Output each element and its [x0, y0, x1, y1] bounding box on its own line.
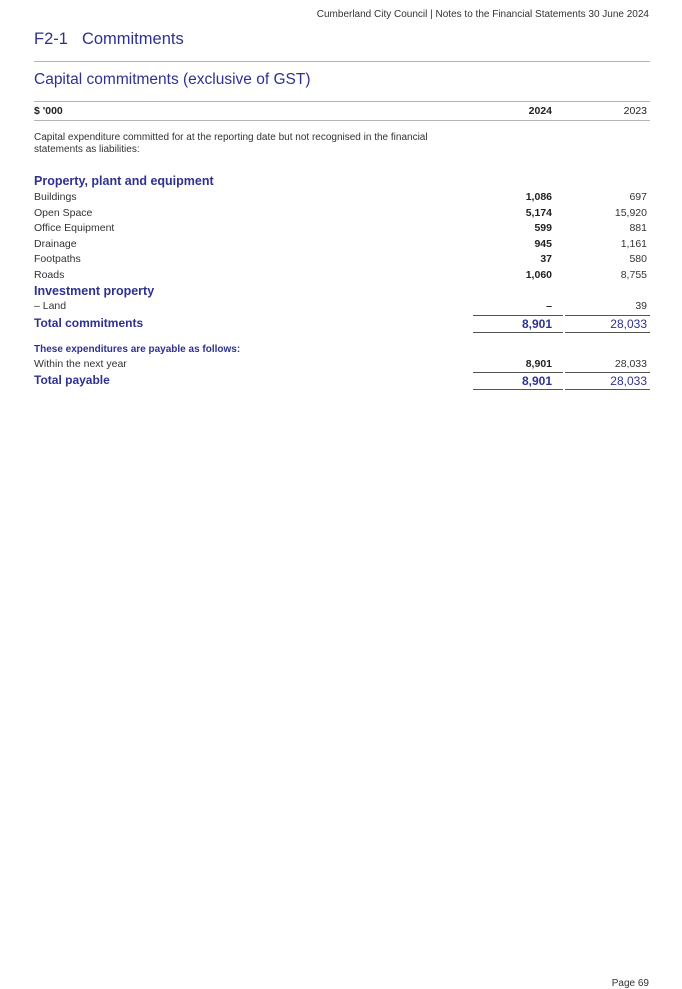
ppe-2024: 5,174	[525, 206, 552, 219]
payable-heading: These expenditures are payable as follows:	[34, 344, 241, 355]
col-header-2023: 2023	[623, 105, 647, 117]
section-title	[34, 30, 184, 49]
subsection-title: Capital commitments (exclusive of GST)	[34, 71, 311, 88]
page-number: Page 69	[611, 978, 649, 989]
column-header-row	[34, 101, 650, 121]
ppe-heading: Property, plant and equipment	[34, 174, 214, 188]
section-divider	[34, 61, 650, 62]
ppe-label: Open Space	[34, 206, 93, 219]
ppe-2023: 580	[629, 253, 647, 265]
col-header-2024: 2024	[528, 105, 552, 117]
ppe-row	[34, 253, 650, 268]
section-title-text: Commitments	[81, 30, 184, 48]
ppe-label: Drainage	[34, 237, 77, 250]
investment-property-row	[34, 300, 650, 315]
payable-2024: 8,901	[525, 358, 552, 370]
ppe-2023: 697	[629, 191, 647, 203]
investment-property-heading: Investment property	[34, 284, 155, 298]
ppe-label: Buildings	[34, 191, 77, 203]
total-commitments-label: Total commitments	[34, 316, 144, 330]
ppe-2023: 15,920	[614, 206, 647, 219]
total-commitments-2024-value: 8,901	[521, 317, 552, 331]
ppe-row	[34, 269, 650, 284]
ppe-2023: 1,161	[620, 237, 647, 250]
running-header: Cumberland City Council | Notes to the Financial Statements 30 June 2024	[316, 9, 649, 20]
investment-property-2023: 39	[635, 300, 647, 312]
section-number: F2-1	[34, 30, 68, 48]
total-payable-2024-value: 8,901	[521, 374, 552, 388]
total-commitments-2023	[565, 315, 650, 333]
ppe-2024: 1,086	[525, 191, 552, 203]
ppe-2023: 8,755	[620, 268, 647, 281]
total-payable-2023	[565, 372, 650, 390]
ppe-2023: 881	[629, 222, 647, 234]
investment-property-2024: –	[546, 300, 552, 312]
ppe-row	[34, 238, 650, 253]
ppe-label: Footpaths	[34, 253, 81, 265]
ppe-2024: 37	[540, 253, 552, 265]
total-payable-2024	[473, 372, 563, 390]
payable-row	[34, 358, 650, 373]
ppe-row	[34, 191, 650, 206]
total-commitments-row	[34, 315, 650, 333]
ppe-row	[34, 222, 650, 237]
payable-2023: 28,033	[614, 358, 647, 370]
unit-label: $ '000	[34, 105, 63, 117]
total-payable-row	[34, 372, 650, 390]
ppe-label: Roads	[34, 268, 65, 281]
commitments-table-header	[34, 101, 650, 121]
investment-property-label: – Land	[34, 300, 67, 312]
total-commitments-2023-value: 28,033	[610, 317, 647, 331]
total-payable-label: Total payable	[34, 373, 110, 387]
ppe-2024: 599	[534, 222, 552, 234]
ppe-row	[34, 207, 650, 222]
payable-label: Within the next year	[34, 358, 127, 370]
table-note: Capital expenditure committed for at the reporting date but not recognised in the financial statements as liabilities:	[34, 132, 428, 155]
total-commitments-2024	[473, 315, 563, 333]
ppe-2024: 945	[534, 237, 552, 250]
total-payable-2023-value: 28,033	[610, 374, 647, 388]
ppe-2024: 1,060	[525, 268, 552, 281]
ppe-label: Office Equipment	[34, 222, 115, 234]
